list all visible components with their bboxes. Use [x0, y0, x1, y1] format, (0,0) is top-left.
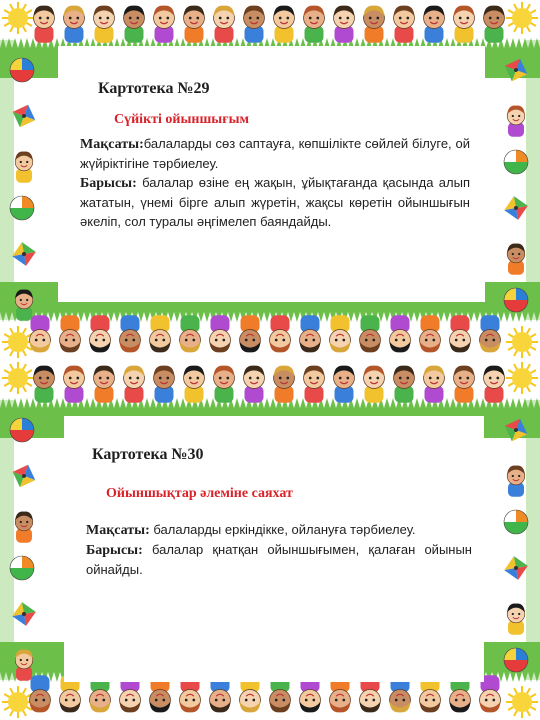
card-title: Картотека №30	[92, 446, 204, 463]
process-paragraph	[86, 540, 472, 579]
card-panel	[64, 416, 484, 682]
card-title: Картотека №29	[98, 80, 210, 97]
process-text: балалар өзіне ең жақын, ұйықтағанда қасында алып жататын, үнемі бірге алып жүретін, жақсы көретін ойыншығын әкеліп, сол туралы әңгімелеп баяндайды.	[80, 175, 470, 229]
goal-text: балаларды сөз саптауға, көпшілікте сөйлей білуге, ой жүйріктігіне тәрбиелеу.	[80, 136, 470, 171]
goal-label: Мақсаты:	[80, 137, 144, 152]
card-30	[0, 360, 540, 720]
goal-text: балаларды еркіндікке, ойлануға тәрбиелеу.	[149, 522, 416, 537]
process-paragraph	[80, 173, 470, 231]
card-subtitle: Сүйікті ойыншығым	[114, 112, 250, 127]
goal-paragraph	[80, 134, 470, 173]
goal-paragraph	[86, 520, 472, 540]
process-label: Барысы:	[86, 543, 143, 558]
card-subtitle: Ойыншықтар әлеміне саяхат	[106, 486, 293, 501]
goal-label: Мақсаты:	[86, 523, 150, 538]
card-panel	[58, 46, 485, 302]
card-body	[86, 520, 472, 579]
card-body	[80, 134, 470, 231]
process-text: балалар қнатқан ойыншығымен, қалаған ойынын ойнайды.	[86, 542, 472, 577]
process-label: Барысы:	[80, 176, 137, 191]
